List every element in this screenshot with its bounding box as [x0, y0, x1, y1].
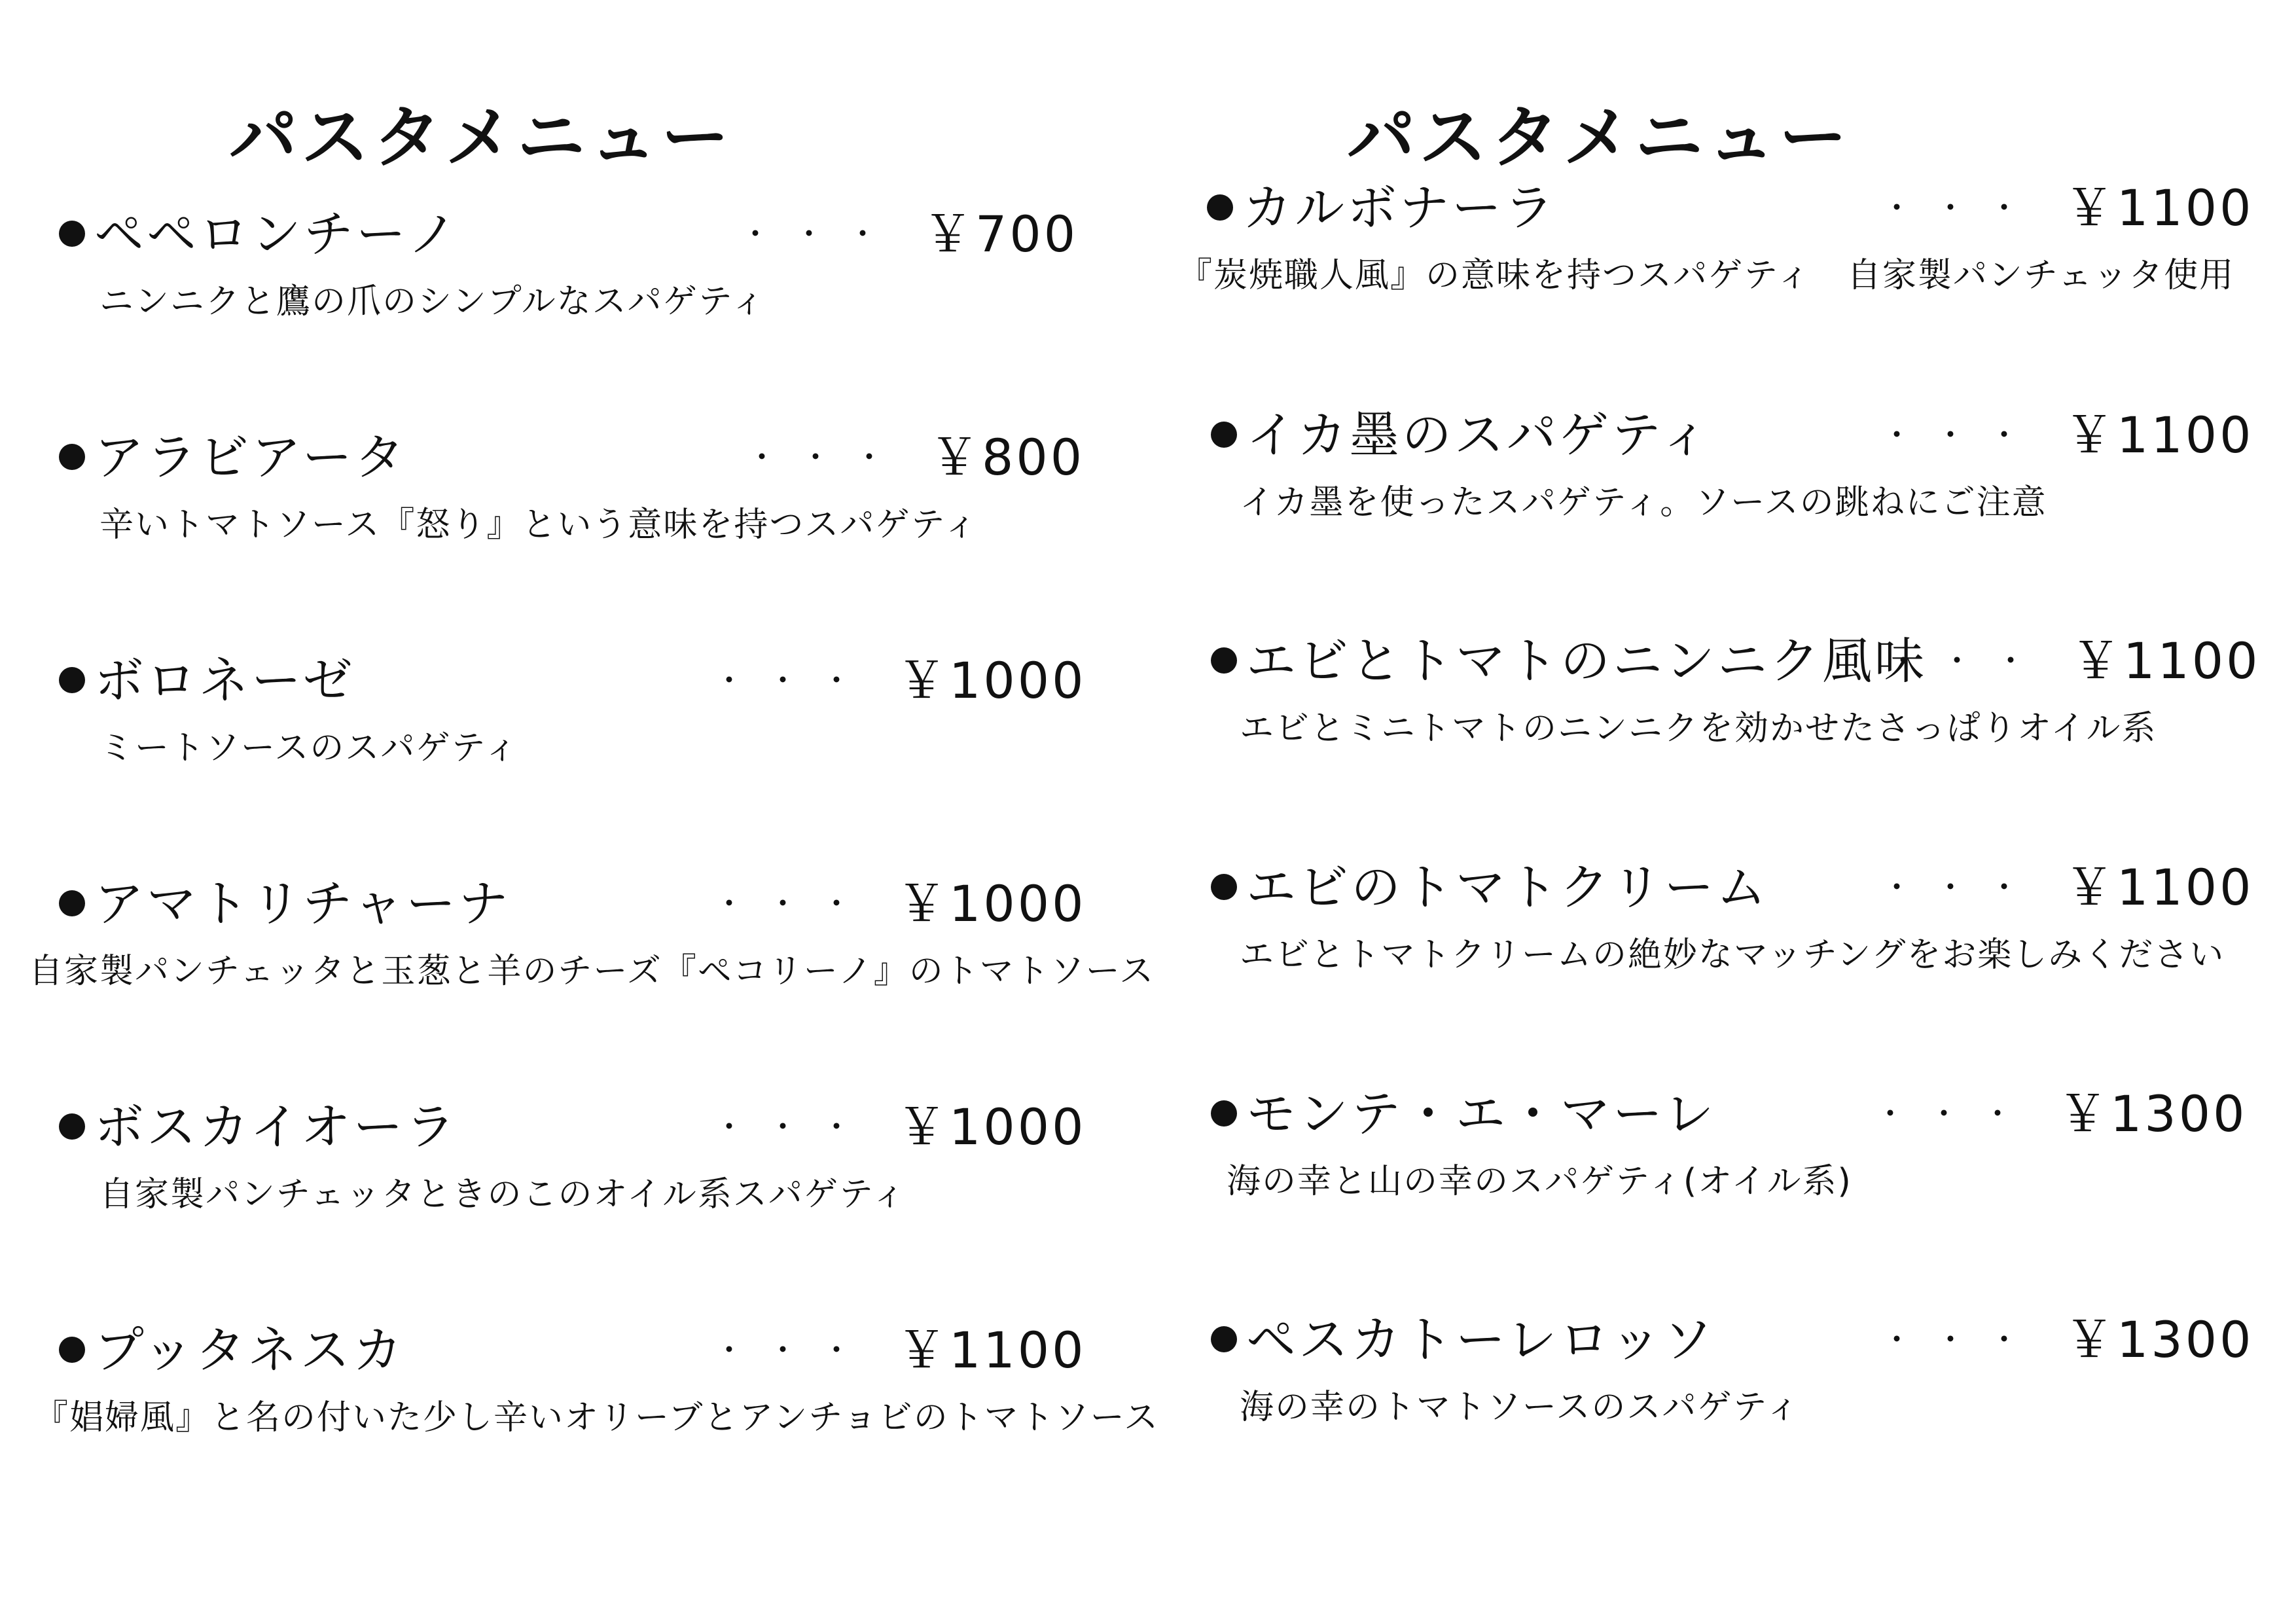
- bullet-icon: [59, 221, 85, 247]
- dish-description: 辛いトマトソース『怒り』という意味を持つスパゲティ: [99, 505, 979, 545]
- dish-price: ￥1000: [897, 651, 1086, 710]
- menu-title: パスタメニュー: [1347, 97, 1852, 177]
- dish-name: ボロネーゼ: [94, 651, 355, 710]
- dish-description: ミートソースのスパゲティ: [99, 729, 520, 768]
- dish-name: イカ墨のスパゲティ: [1246, 406, 1712, 464]
- dish-name-line: [1211, 630, 1927, 693]
- bullet-icon: [59, 444, 85, 470]
- dish-name-line: [59, 873, 511, 935]
- dish-description: 自家製パンチェッタときのこのオイル系スパゲティ: [99, 1175, 907, 1214]
- dish-price: ￥700: [923, 205, 1079, 263]
- dish-name-line: [1211, 1083, 1716, 1146]
- dish-description: ニンニクと鷹の爪のシンプルなスパゲティ: [99, 282, 766, 321]
- price-line: [1881, 177, 2253, 246]
- bullet-icon: [1207, 194, 1233, 221]
- bullet-icon: [1211, 1100, 1237, 1127]
- menu-item: [1148, 177, 2296, 308]
- dish-name: モンテ・エ・マーレ: [1246, 1085, 1717, 1143]
- dish-name-line: [1207, 177, 1556, 240]
- dot-leader: ・・・: [740, 216, 901, 253]
- dish-price: ￥1100: [2071, 632, 2261, 690]
- price-line: [1881, 856, 2253, 926]
- dot-leader: ・・・: [746, 439, 908, 476]
- dish-name-line: [1211, 404, 1712, 467]
- dish-name: アラビアータ: [94, 428, 407, 486]
- dish-description: 自家製パンチェッタと玉葱と羊のチーズ『ペコリーノ』のトマトソース: [29, 952, 1155, 991]
- dish-name-line: [59, 203, 459, 266]
- dish-description: エビとトマトクリームの絶妙なマッチングをお楽しみください: [1240, 935, 2225, 975]
- menu-item: [0, 426, 1148, 557]
- menu-item: [0, 873, 1155, 1003]
- price-line: [713, 649, 1086, 719]
- dot-leader: ・・・: [1881, 869, 2043, 906]
- dot-leader: ・・・: [713, 1332, 875, 1369]
- bullet-icon: [1211, 647, 1237, 674]
- dot-leader: ・・・: [1881, 1322, 2043, 1358]
- menu-item: [0, 203, 1148, 334]
- dot-leader: ・・・: [1881, 190, 2043, 226]
- dish-price: ￥1000: [897, 1098, 1086, 1156]
- dot-leader: ・・・: [713, 1109, 875, 1146]
- dish-name: カルボナーラ: [1242, 179, 1556, 237]
- price-line: [713, 873, 1086, 942]
- dish-price: ￥1100: [897, 1321, 1086, 1379]
- menu-item: [1148, 630, 2296, 761]
- dish-price: ￥1100: [2064, 858, 2254, 916]
- dish-name: プッタネスカ: [94, 1321, 405, 1379]
- dish-price: ￥1300: [2064, 1310, 2254, 1369]
- dish-price: ￥1000: [897, 875, 1086, 933]
- bullet-icon: [1211, 1326, 1237, 1352]
- menu-item: [1148, 1308, 2296, 1439]
- dish-name: ボスカイオーラ: [94, 1098, 458, 1156]
- dish-description: 海の幸と山の幸のスパゲティ(オイル系): [1227, 1162, 1852, 1201]
- menu-item: [0, 1096, 1148, 1227]
- dish-price: ￥1300: [2058, 1085, 2248, 1143]
- dish-price: ￥1100: [2064, 179, 2254, 237]
- price-line: [740, 203, 1078, 272]
- dish-name-line: [1211, 1308, 1715, 1371]
- menu-item: [0, 1319, 1160, 1450]
- menu-item: [1148, 1083, 2296, 1214]
- bullet-icon: [59, 667, 85, 693]
- dish-price: ￥800: [929, 428, 1085, 486]
- dish-description: エビとミニトマトのニンニクを効かせたさっぱりオイル系: [1240, 709, 2157, 748]
- dish-description: 海の幸のトマトソースのスパゲティ: [1240, 1388, 1801, 1427]
- dish-name-line: [59, 649, 355, 712]
- menu-item: [1148, 856, 2296, 987]
- dish-name-line: [59, 1096, 457, 1159]
- bullet-icon: [59, 1337, 85, 1363]
- price-line: [1881, 404, 2253, 473]
- dot-leader: ・・・: [1874, 1096, 2036, 1132]
- dot-leader: ・・・: [713, 662, 875, 699]
- price-line: [713, 1096, 1086, 1165]
- price-line: [1881, 1308, 2253, 1378]
- dish-description: 『娼婦風』と名の付いた少し辛いオリーブとアンチョビのトマトソース: [34, 1398, 1160, 1437]
- dish-name: アマトリチャーナ: [94, 875, 511, 933]
- bullet-icon: [1211, 874, 1237, 900]
- dish-description: 『炭焼職人風』の意味を持つスパゲティ 自家製パンチェッタ使用: [1178, 256, 2235, 295]
- dot-leader: ・・・: [1888, 643, 2049, 679]
- bullet-icon: [1211, 422, 1237, 448]
- bullet-icon: [59, 1113, 85, 1140]
- dish-description: イカ墨を使ったスパゲティ。ソースの跳ねにご注意: [1240, 483, 2047, 522]
- menu-item: [1148, 404, 2296, 535]
- price-line: [1874, 1083, 2247, 1152]
- dish-name-line: [59, 426, 407, 489]
- dish-name: ペペロンチーノ: [94, 205, 460, 263]
- price-line: [746, 426, 1085, 496]
- dish-name: ペスカトーレロッソ: [1246, 1310, 1715, 1369]
- dish-name-line: [59, 1319, 405, 1382]
- menu-item: [0, 649, 1148, 780]
- dish-name: エビとトマトのニンニク風味: [1246, 632, 1927, 690]
- price-line: [713, 1319, 1086, 1388]
- price-line: [1888, 630, 2260, 699]
- dot-leader: ・・・: [1881, 417, 2043, 454]
- bullet-icon: [59, 890, 85, 916]
- dot-leader: ・・・: [713, 886, 875, 922]
- dish-name: エビのトマトクリーム: [1246, 858, 1769, 916]
- menu-title: パスタメニュー: [229, 97, 734, 177]
- dish-name-line: [1211, 856, 1768, 919]
- right-menu: [1148, 0, 2296, 1624]
- dish-price: ￥1100: [2064, 406, 2254, 464]
